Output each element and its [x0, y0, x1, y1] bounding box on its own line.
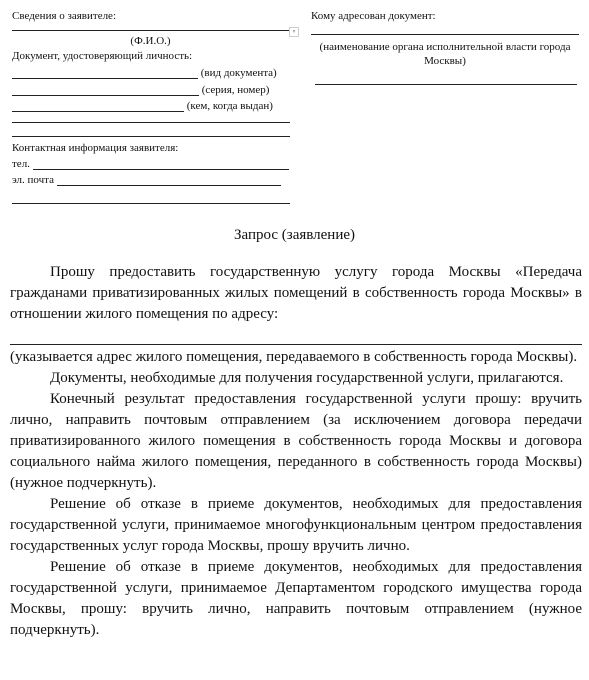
- phone-label: тел.: [12, 158, 30, 170]
- contact-label: Контактная информация заявителя:: [12, 142, 179, 154]
- doc-series-row: [12, 84, 269, 96]
- doc-issued-line: [12, 101, 184, 112]
- doc-type-caption: (вид документа): [200, 67, 277, 79]
- address-line: [10, 344, 582, 345]
- doc-type-row: [12, 67, 277, 79]
- doc-series-line: [12, 85, 199, 96]
- recipient-line-1: [311, 34, 579, 35]
- dropdown-marker-icon: ▾: [289, 27, 299, 37]
- email-line: [57, 175, 281, 186]
- applicant-title: Сведения о заявителе:: [12, 10, 117, 22]
- blank-line-1: [12, 122, 290, 123]
- doc-issued-row: [12, 100, 273, 112]
- doc-label: Документ, удостоверяющий личность:: [12, 50, 193, 62]
- request-heading: Запрос (заявление): [234, 227, 355, 243]
- doc-series-caption: (серия, номер): [201, 84, 270, 96]
- request-paragraph: Прошу предоставить государственную услугу города Москвы «Передача гражданами приватизированных жилых помещений в собственность города Москвы» в отношении жилого помещения по адресу:: [10, 264, 582, 322]
- blank-line-2: [12, 136, 290, 137]
- doc-issued-caption: (кем, когда выдан): [186, 100, 273, 112]
- recipient-title: Кому адресован документ:: [311, 10, 436, 22]
- fio-line: [12, 30, 289, 31]
- email-row: [12, 174, 281, 186]
- address-note-paragraph: (указывается адрес жилого помещения, передаваемого в собственность города Москвы).: [10, 349, 578, 365]
- email-label: эл. почта: [12, 174, 54, 186]
- department-refusal-paragraph: Решение об отказе в приеме документов, необходимых для предоставления государственной услуги, принимаемое Департаментом городского имущества города Москвы, прошу: вручить лично, направить почтовым отправлением (нужное подчеркнуть).: [10, 559, 582, 638]
- mfc-refusal-paragraph: Решение об отказе в приеме документов, необходимых для предоставления государственной услуги, принимаемое многофункциональным центром предоставления государственных услуг города Москвы, прошу вручить лично.: [10, 496, 582, 554]
- recipient-line-2: [315, 84, 577, 85]
- phone-row: [12, 158, 289, 170]
- phone-line: [33, 159, 289, 170]
- doc-type-line: [12, 68, 198, 79]
- fio-caption: (Ф.И.О.): [130, 35, 171, 47]
- attachments-paragraph: Документы, необходимые для получения государственной услуги, прилагаются.: [50, 370, 564, 386]
- recipient-caption: (наименование органа исполнительной власти города Москвы): [319, 41, 571, 67]
- request-body: [10, 262, 582, 641]
- blank-line-3: [12, 203, 290, 204]
- result-delivery-paragraph: Конечный результат предоставления государственной услуги прошу: вручить лично, направить почтовым отправлением (за исключением договора передачи приватизированного жилого помещения в собственность города Москвы и договора социального найма жилого помещения, переданного в собственность города Москвы) (нужное подчеркнуть).: [10, 391, 582, 491]
